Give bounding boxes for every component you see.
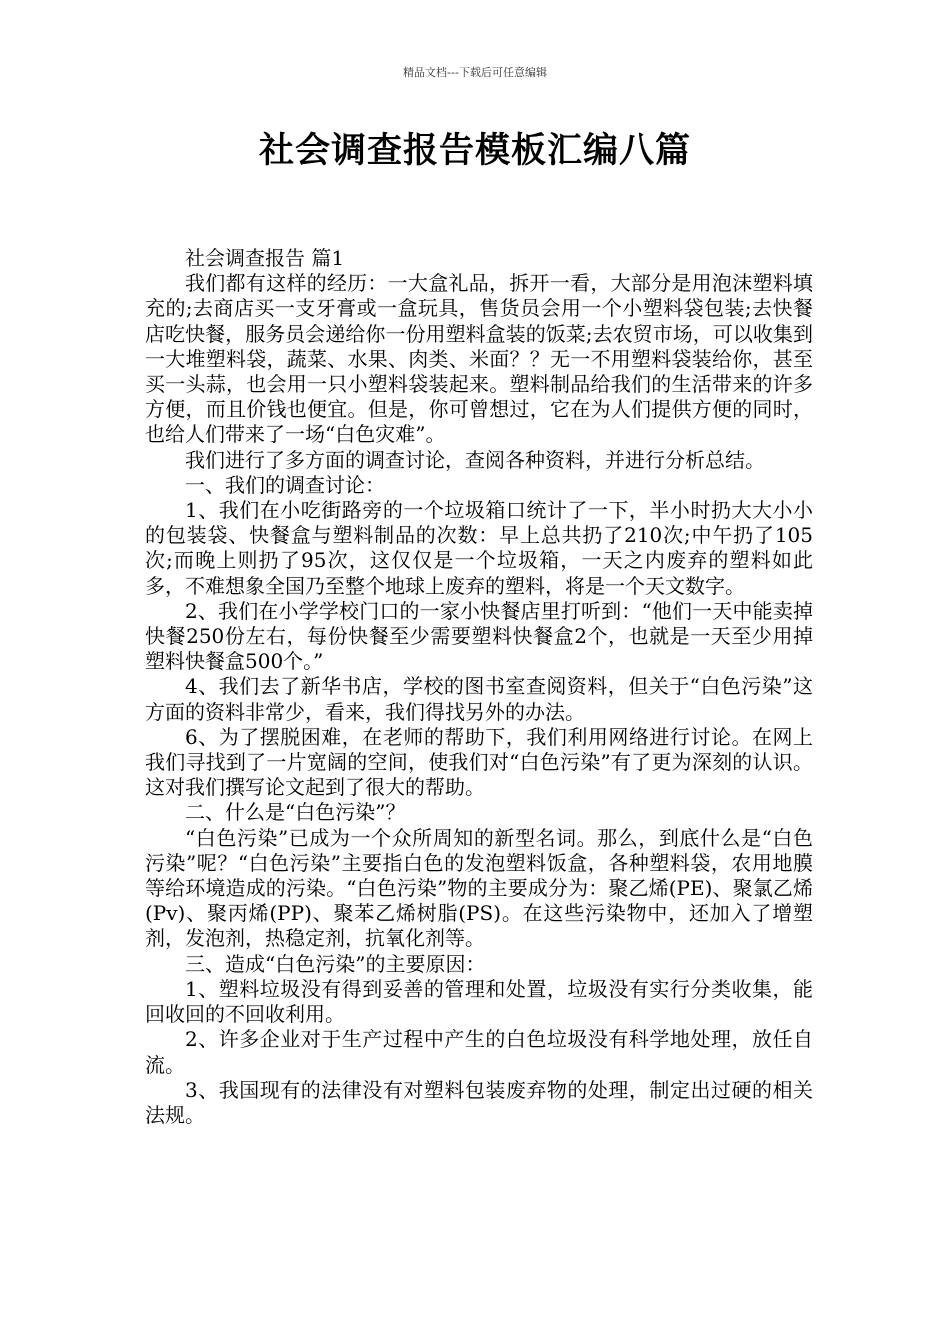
- paragraph: 3、我国现有的法律没有对塑料包装废弃物的处理，制定出过硬的相关法规。: [145, 1077, 813, 1127]
- section-heading: 社会调查报告 篇1: [185, 246, 345, 270]
- paragraph: 1、塑料垃圾没有得到妥善的管理和处置，垃圾没有实行分类收集，能回收回的不回收利用。: [145, 976, 813, 1027]
- paragraph: 2、许多企业对于生产过程中产生的白色垃圾没有科学地处理，放任自流。: [145, 1027, 813, 1077]
- section-heading: 二、什么是“白色污染”？: [185, 800, 406, 825]
- paragraph: 2、我们在小学学校门口的一家小快餐店里打听到：“他们一天中能卖掉快餐250份左右，每份快餐至少需要塑料快餐盒2个，也就是一天至少用掉塑料快餐盒500个。”: [145, 598, 813, 674]
- paragraph: 我们进行了多方面的调查讨论，查阅各种资料，并进行分析总结。: [185, 447, 765, 472]
- header-note: 精品文档---下载后可任意编辑: [403, 66, 547, 79]
- paragraph: 6、为了摆脱困难，在老师的帮助下，我们利用网络进行讨论。在网上我们寻找到了一片宽阔的空间，使我们对“白色污染”有了更为深刻的认识。这对我们撰写论文起到了很大的帮助。: [145, 724, 813, 800]
- paragraph: 我们都有这样的经历：一大盒礼品，拆开一看，大部分是用泡沫塑料填充的;去商店买一支牙膏或一盒玩具，售货员会用一个小塑料袋包装;去快餐店吃快餐，服务员会递给你一份用塑料盒装的饭菜;去农贸市场，可以收集到一大堆塑料袋，蔬菜、水果、肉类、米面？？无一不用塑料袋装给你，甚至买一头蒜，也会用一只小塑料袋装起来。塑料制品给我们的生活带来的许多方便，而且价钱也便宜。但是，你可曾想过，它在为人们提供方便的同时，也给人们带来了一场“白色灾难”。: [145, 271, 813, 447]
- section-heading: 三、造成“白色污染”的主要原因：: [185, 951, 486, 976]
- document-title: 社会调查报告模板汇编八篇: [258, 131, 691, 171]
- paragraph: 4、我们去了新华书店，学校的图书室查阅资料，但关于“白色污染”这方面的资料非常少，看来，我们得找另外的办法。: [145, 674, 813, 724]
- document-body: [145, 246, 813, 1128]
- paragraph: 1、我们在小吃街路旁的一个垃圾箱口统计了一下，半小时扔大大小小的包装袋、快餐盒与塑料制品的次数：早上总共扔了210次;中午扔了105次;而晚上则扔了95次，这仅仅是一个垃圾箱，一天之内废弃的塑料如此多，不难想象全国乃至整个地球上废弃的塑料，将是一个天文数字。: [145, 498, 813, 598]
- section-heading: 一、我们的调查讨论：: [185, 472, 385, 497]
- paragraph: “白色污染”已成为一个众所周知的新型名词。那么，到底什么是“白色污染”呢？“白色污染”主要指白色的发泡塑料饭盒，各种塑料袋，农用地膜等给环境造成的污染。“白色污染”物的主要成分为：聚乙烯(PE)、聚氯乙烯(Pv)、聚丙烯(PP)、聚苯乙烯树脂(PS)。在这些污染物中，还加入了增塑剂，发泡剂，热稳定剂，抗氧化剂等。: [145, 825, 813, 951]
